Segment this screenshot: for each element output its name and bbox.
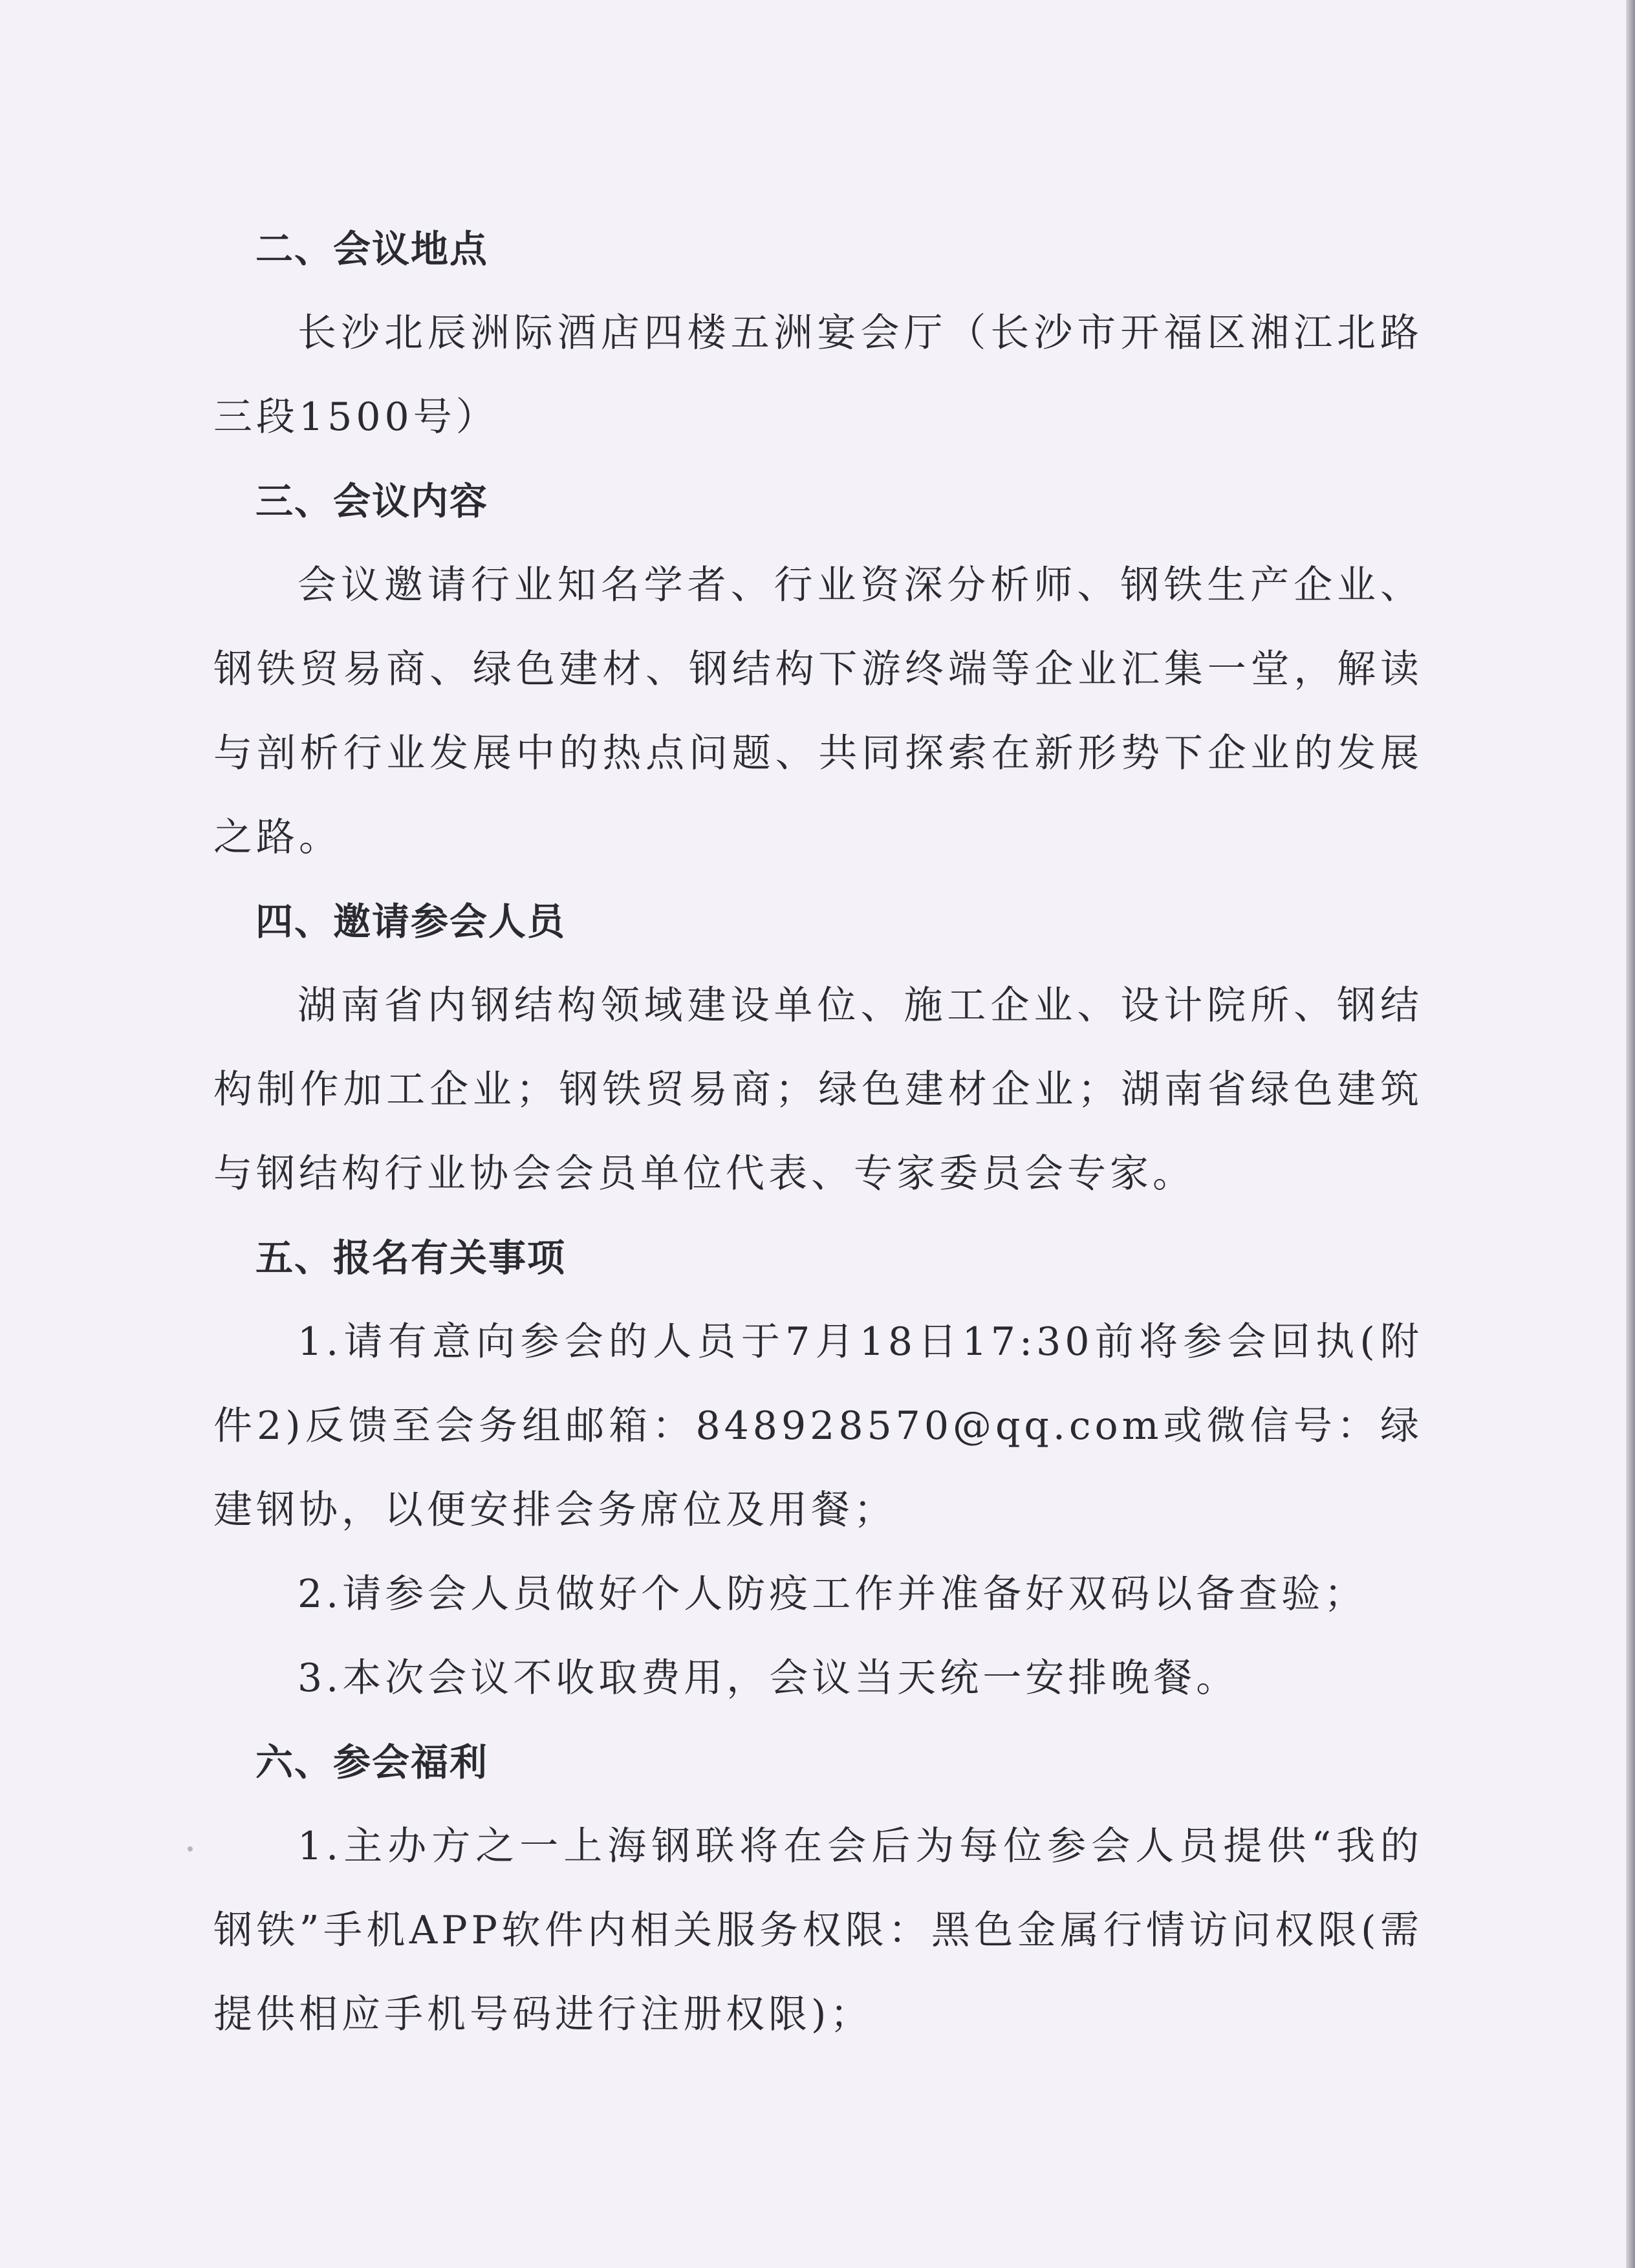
- content-text: 会议邀请行业知名学者、行业资深分析师、钢铁生产企业、钢铁贸易商、绿色建材、钢结构下游终端等企业汇集一堂，解读与剖析行业发展中的热点问题、共同探索在新形势下企业的发展之路。: [213, 563, 1423, 860]
- attendees-text: 湖南省内钢结构领域建设单位、施工企业、设计院所、钢结构制作加工企业；钢铁贸易商；绿色建材企业；湖南省绿色建筑与钢结构行业协会会员单位代表、专家委员会专家。: [213, 983, 1423, 1196]
- heading-attendees: 四、邀请参会人员: [255, 900, 567, 944]
- heading-benefits: 六、参会福利: [255, 1740, 489, 1784]
- registration-item-3: 3.本次会议不收取费用，会议当天统一安排晚餐。: [298, 1656, 1239, 1701]
- heading-registration: 五、报名有关事项: [255, 1236, 567, 1280]
- venue-text: 长沙北辰洲际酒店四楼五洲宴会厅（长沙市开福区湘江北路三段1500号）: [213, 310, 1423, 440]
- document-body: [213, 207, 1423, 2057]
- registration-item-2: 2.请参会人员做好个人防疫工作并准备好双码以备查验；: [298, 1571, 1367, 1617]
- heading-venue: 二、会议地点: [255, 227, 489, 271]
- benefits-item-1: 1.主办方之一上海钢联将在会后为每位参会人员提供“我的钢铁”手机APP软件内相关服务权限：黑色金属行情访问权限(需提供相应手机号码进行注册权限)；: [213, 1824, 1423, 2037]
- registration-item-1: 1.请有意向参会的人员于7月18日17:30前将参会回执(附件2)反馈至会务组邮箱：848928570@qq.com或微信号：绿建钢协，以便安排会务席位及用餐；: [213, 1319, 1423, 1533]
- scan-speck: [188, 1846, 193, 1852]
- heading-content: 三、会议内容: [255, 479, 489, 523]
- scan-edge: [1626, 0, 1635, 2268]
